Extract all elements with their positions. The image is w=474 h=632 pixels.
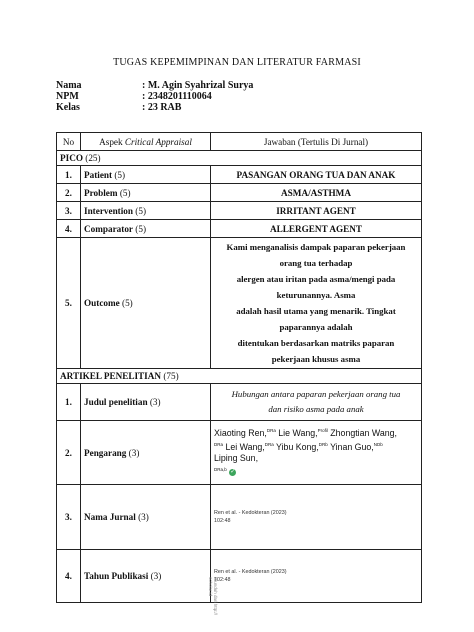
row-number: 1. xyxy=(57,384,81,421)
row-number: 3. xyxy=(57,485,81,550)
identity-value: : 23 RAB xyxy=(142,102,182,113)
row-answer: ASMA/ASTHMA xyxy=(211,184,422,202)
author-line: $^{DRa}$ Lei Wang,$^{DRa}$ Yibu Kong,$^{DRb}$ Yinan Guo,$^{NDb}$ xyxy=(214,441,383,452)
row-number: 1. xyxy=(57,166,81,184)
citation-line: Ren et al. - Kedokteran (2023) xyxy=(214,569,287,575)
identity-value: : 2348201110064 xyxy=(142,91,212,102)
tahun-answer xyxy=(211,550,422,603)
table-row xyxy=(57,166,422,184)
row-label: Outcome (5) xyxy=(81,238,211,369)
author-line: Xiaoting Ren,$^{DRa}$ Lie Wang,$^{Profil}$ Zhongtian Wang, xyxy=(214,427,397,438)
outcome-line: adalah hasil utama yang menarik. Tingkat xyxy=(236,306,396,316)
appraisal-table xyxy=(56,132,422,603)
row-number: 4. xyxy=(57,550,81,603)
row-number: 3. xyxy=(57,202,81,220)
judul-line: Hubungan antara paparan pekerjaan orang tua xyxy=(231,389,401,399)
row-answer: ALLERGENT AGENT xyxy=(211,220,422,238)
table-row xyxy=(57,202,422,220)
judul-line: dan risiko asma pada anak xyxy=(268,404,364,414)
citation-line: Ren et al. - Kedokteran (2023) xyxy=(214,510,287,516)
outcome-line: Kami menganalisis dampak paparan pekerjaan xyxy=(226,242,406,252)
row-answer: PASANGAN ORANG TUA DAN ANAK xyxy=(211,166,422,184)
section-artikel xyxy=(57,369,422,384)
row-label: Pengarang (3) xyxy=(81,421,211,485)
outcome-answer xyxy=(211,238,422,369)
document-title: TUGAS KEPEMIMPINAN DAN LITERATUR FARMASI xyxy=(113,57,361,68)
header-aspek: Aspek Critical Appraisal xyxy=(81,133,211,151)
nama-jurnal-answer xyxy=(211,485,422,550)
section-label: ARTIKEL PENELITIAN (75) xyxy=(57,369,422,384)
author-line: Liping Sun, xyxy=(214,452,259,463)
identity-block xyxy=(56,80,253,113)
header-jawaban: Jawaban (Tertulis Di Jurnal) xyxy=(211,133,422,151)
row-number: 5. xyxy=(57,238,81,369)
watermark-line: scholar.id xyxy=(208,577,213,597)
citation-line: 102:48 xyxy=(214,577,231,583)
row-label: Tahun Publikasi (3) xyxy=(81,550,211,603)
table-row xyxy=(57,220,422,238)
table-row-tahun xyxy=(57,550,422,603)
identity-row-nama xyxy=(56,80,253,91)
check-icon: ✓ xyxy=(230,468,236,475)
identity-key: Kelas xyxy=(56,102,80,113)
row-label: Patient (5) xyxy=(81,166,211,184)
table-row-nama-jurnal xyxy=(57,485,422,550)
outcome-line: ditentukan berdasarkan matriks paparan xyxy=(237,338,395,348)
row-label: Problem (5) xyxy=(81,184,211,202)
outcome-line: keturunannya. Asma xyxy=(276,290,356,300)
row-number: 2. xyxy=(57,421,81,485)
row-number: 4. xyxy=(57,220,81,238)
outcome-line: pekerjaan khusus asma xyxy=(271,354,361,364)
row-number: 2. xyxy=(57,184,81,202)
judul-answer xyxy=(211,384,422,421)
outcome-line: orang tua terhadap xyxy=(279,258,353,268)
table-row-judul xyxy=(57,384,422,421)
row-label: Nama Jurnal (3) xyxy=(81,485,211,550)
row-label: Intervention (5) xyxy=(81,202,211,220)
download-watermark xyxy=(208,577,218,615)
header-no: No xyxy=(57,133,81,151)
identity-key: Nama xyxy=(56,80,82,91)
identity-value: : M. Agin Syahrizal Surya xyxy=(142,80,254,91)
section-pico xyxy=(57,151,422,166)
identity-row-npm xyxy=(56,91,253,102)
author-line: $^{DRa,b}$ ✓ xyxy=(214,466,236,475)
outcome-line: alergen atau iritan pada asma/mengi pada xyxy=(236,274,396,284)
row-answer: IRRITANT AGENT xyxy=(211,202,422,220)
table-header-row xyxy=(57,133,422,151)
watermark-line: Diunduh dari http:// xyxy=(213,577,218,616)
identity-row-kelas xyxy=(56,102,253,113)
row-label: Judul penelitian (3) xyxy=(81,384,211,421)
pengarang-answer xyxy=(211,421,422,485)
table-row-outcome xyxy=(57,238,422,369)
table-row xyxy=(57,184,422,202)
identity-key: NPM xyxy=(56,91,79,102)
citation-line: 102:48 xyxy=(214,518,231,524)
table-row-pengarang xyxy=(57,421,422,485)
section-label: PICO (25) xyxy=(57,151,422,166)
outcome-line: paparannya adalah xyxy=(279,322,353,332)
row-label: Comparator (5) xyxy=(81,220,211,238)
